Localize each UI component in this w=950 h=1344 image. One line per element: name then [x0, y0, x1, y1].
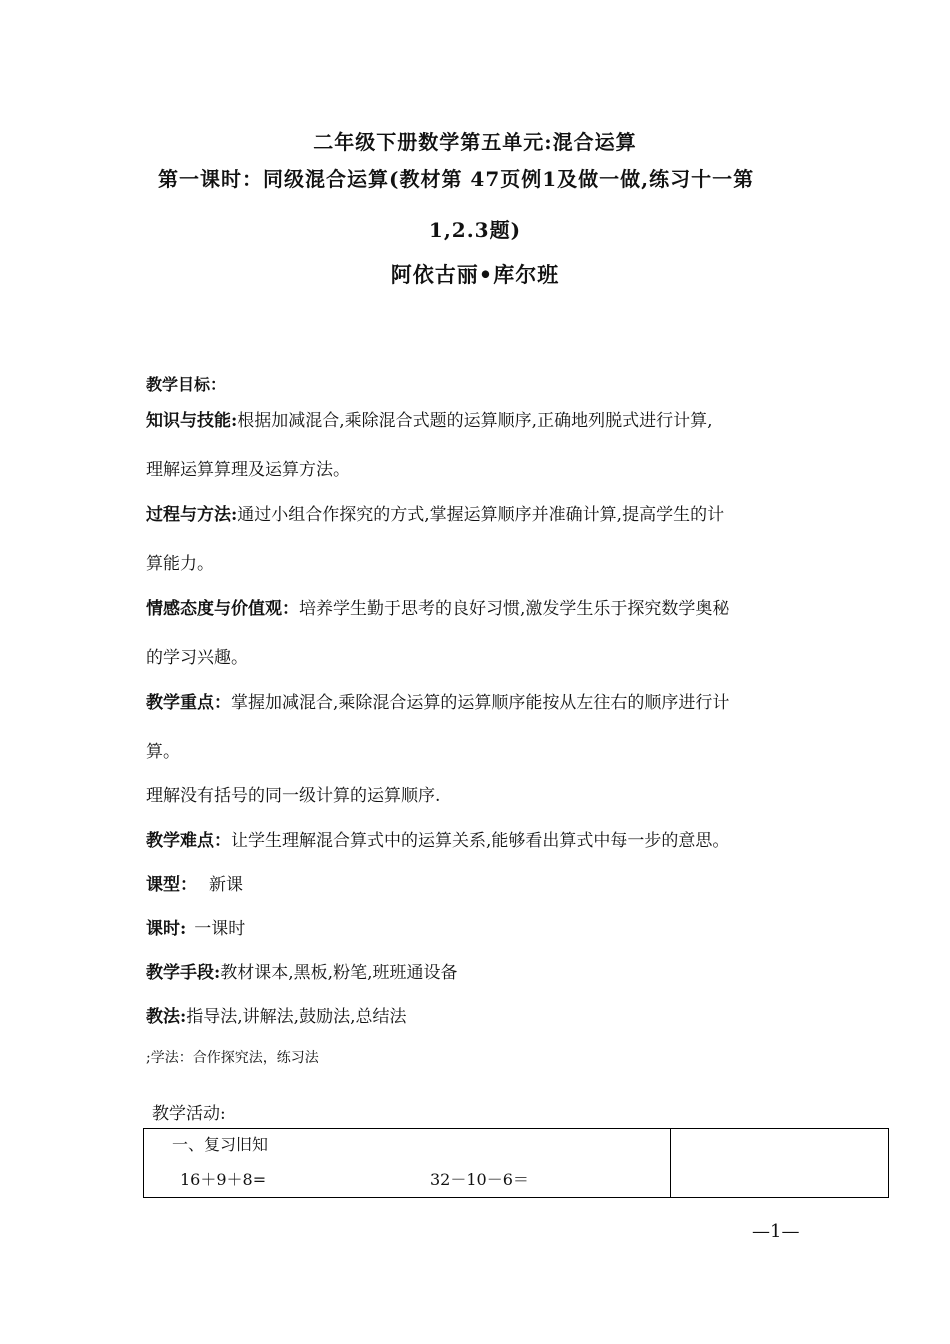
activities-heading: 教学活动:: [152, 1104, 226, 1124]
document-title: 二年级下册数学第五单元:混合运算: [313, 130, 637, 154]
lesson-time-line: [146, 914, 245, 939]
teaching-methods-text: 指导法,讲解法,鼓励法,总结法: [186, 1007, 407, 1027]
teaching-means-text: 教材课本,黑板,粉笔,班班通设备: [220, 963, 458, 983]
key-points-text: 掌握加减混合,乘除混合运算的运算顺序能按从左往右的顺序进行计: [231, 693, 730, 713]
lesson-time-label: 课时:: [146, 919, 187, 939]
difficulty-text: 让学生理解混合算式中的运算关系,能够看出算式中每一步的意思。: [231, 831, 730, 851]
lesson-type-text: 新课: [209, 875, 243, 895]
activities-table: [143, 1128, 889, 1198]
teaching-methods-line: [146, 1002, 407, 1027]
emotion-values-line2: 的学习兴趣。: [146, 648, 248, 668]
review-expression-1: 16＋9＋8=: [180, 1170, 267, 1189]
process-methods-line2: 算能力。: [146, 554, 214, 574]
key-points-line3: 理解没有括号的同一级计算的运算顺序.: [146, 786, 441, 806]
lesson-type-label: 课型：: [146, 875, 197, 895]
process-methods-text: 通过小组合作探究的方式,掌握运算顺序并准确计算,提高学生的计: [237, 505, 725, 525]
knowledge-skills-line2: 理解运算算理及运算方法。: [146, 460, 350, 480]
lesson-subtitle-line1: 第一课时：同级混合运算(教材第 47页例1及做一做,练习十一第: [158, 167, 755, 191]
page-number: —1—: [752, 1221, 800, 1242]
process-methods-line1: [146, 500, 724, 525]
knowledge-skills-text: 根据加减混合,乘除混合式题的运算顺序,正确地列脱式进行计算,: [237, 411, 713, 431]
teaching-means-line: [146, 958, 458, 983]
emotion-values-text: 培养学生勤于思考的良好习惯,激发学生乐于探究数学奥秘: [299, 599, 730, 619]
knowledge-skills-label: 知识与技能:: [146, 411, 238, 431]
objectives-heading: 教学目标：: [146, 375, 227, 394]
teaching-methods-label: 教法:: [146, 1007, 187, 1027]
process-methods-label: 过程与方法:: [146, 505, 238, 525]
knowledge-skills-line1: [146, 406, 713, 431]
emotion-values-label: 情感态度与价值观：: [146, 599, 299, 619]
difficulty-line: [146, 826, 729, 851]
study-method-line: ;学法：合作探究法，练习法: [146, 1050, 319, 1066]
table-section-title: 一、复习旧知: [172, 1135, 269, 1154]
key-points-label: 教学重点：: [146, 693, 231, 713]
review-expression-2: 32－10－6＝: [430, 1170, 529, 1189]
key-points-line2: 算。: [146, 742, 180, 762]
table-column-divider: [670, 1129, 671, 1197]
emotion-values-line1: [146, 594, 729, 619]
lesson-type-line: [146, 870, 243, 895]
lesson-time-text: 一课时: [194, 919, 246, 939]
key-points-line1: [146, 688, 729, 713]
difficulty-label: 教学难点：: [146, 831, 231, 851]
author-name: 阿依古丽•库尔班: [390, 262, 560, 287]
teaching-means-label: 教学手段:: [146, 963, 221, 983]
lesson-subtitle-line2: 1,2.3题): [428, 218, 522, 242]
